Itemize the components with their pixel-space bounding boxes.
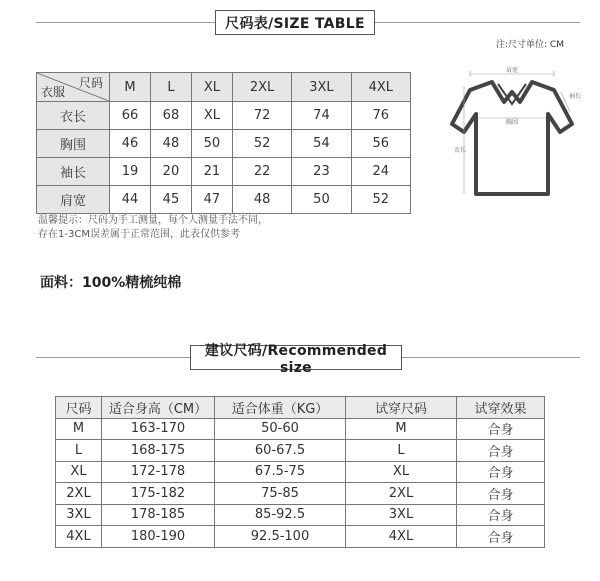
table-cell: 163-170 [102,418,215,440]
table-cell: 合身 [457,418,545,440]
table-cell: 47 [191,186,232,214]
size-table [36,72,411,214]
corner-cell [37,73,110,102]
table-cell: 合身 [457,483,545,505]
table-cell: 180-190 [102,526,215,548]
note-line-2: 存在1-3CM误差属于正常范围，此表仅供参考 [38,229,240,240]
corner-garment-label: 衣服 [41,85,66,99]
header-cell: 试穿尺码 [346,397,457,419]
table-cell: 19 [110,158,151,186]
table-cell: 合身 [457,526,545,548]
table-cell: 52 [351,186,410,214]
table-cell: 20 [150,158,191,186]
table-cell: 22 [232,158,291,186]
tshirt-outline-icon [452,82,572,194]
table-cell: 172-178 [102,461,215,483]
table-cell: 46 [110,130,151,158]
size-header-cell: 2XL [232,73,291,102]
recommended-title: 建议尺码/Recommended size [190,345,402,370]
table-cell: 54 [292,130,351,158]
header-cell: 尺码 [56,397,102,419]
recommended-header-row [56,397,545,419]
table-cell: 48 [150,130,191,158]
size-header-row [37,73,411,102]
measurement-note [38,214,268,242]
table-row [56,504,545,526]
table-cell: 67.5-75 [215,461,346,483]
corner-size-label: 尺码 [78,76,103,90]
table-cell: 75-85 [215,483,346,505]
table-cell: XL [191,102,232,130]
chest-label: 胸围 [506,119,519,126]
table-cell: 74 [292,102,351,130]
unit-note: 注:尺寸单位: CM [496,40,564,50]
table-row [37,186,411,214]
table-row [37,102,411,130]
table-cell: 21 [191,158,232,186]
table-row [56,418,545,440]
table-cell: XL [346,461,457,483]
table-cell: 合身 [457,504,545,526]
table-cell: 3XL [56,504,102,526]
table-cell: 56 [351,130,410,158]
table-cell: 23 [292,158,351,186]
table-row [56,440,545,462]
table-cell: 2XL [346,483,457,505]
fabric-info: 面料：100%精梳纯棉 [40,275,182,291]
table-cell: 168-175 [102,440,215,462]
table-cell: 72 [232,102,291,130]
sleeve-label: 袖长 [569,93,582,100]
length-label: 衣长 [454,147,467,154]
table-cell: 合身 [457,461,545,483]
table-cell: 66 [110,102,151,130]
table-cell: 45 [150,186,191,214]
table-row [37,130,411,158]
size-header-cell: XL [191,73,232,102]
size-header-cell: 3XL [292,73,351,102]
size-header-cell: M [110,73,151,102]
table-cell: 50-60 [215,418,346,440]
table-cell: 50 [191,130,232,158]
header-cell: 试穿效果 [457,397,545,419]
recommended-table [55,396,545,548]
table-cell: M [56,418,102,440]
table-cell: L [56,440,102,462]
tshirt-diagram [442,62,582,212]
table-row [56,483,545,505]
table-cell: 68 [150,102,191,130]
row-label: 衣长 [37,102,110,130]
table-cell: L [346,440,457,462]
note-line-1: 温馨提示：尺码为手工测量，每个人测量手法不同， [38,215,268,226]
table-row [37,158,411,186]
header-cell: 适合体重（KG） [215,397,346,419]
table-cell: 44 [110,186,151,214]
table-cell: 3XL [346,504,457,526]
table-cell: 175-182 [102,483,215,505]
table-cell: 76 [351,102,410,130]
table-cell: 50 [292,186,351,214]
table-cell: 4XL [346,526,457,548]
table-cell: 92.5-100 [215,526,346,548]
table-cell: 24 [351,158,410,186]
shoulder-label: 肩宽 [506,67,519,74]
header-cell: 适合身高（CM） [102,397,215,419]
table-cell: M [346,418,457,440]
table-cell: 48 [232,186,291,214]
table-cell: 合身 [457,440,545,462]
size-header-cell: L [150,73,191,102]
table-cell: XL [56,461,102,483]
size-header-cell: 4XL [351,73,410,102]
size-table-title: 尺码表/SIZE TABLE [215,10,375,35]
table-cell: 60-67.5 [215,440,346,462]
table-row [56,461,545,483]
table-cell: 85-92.5 [215,504,346,526]
row-label: 胸围 [37,130,110,158]
table-cell: 4XL [56,526,102,548]
table-cell: 2XL [56,483,102,505]
row-label: 袖长 [37,158,110,186]
table-cell: 178-185 [102,504,215,526]
table-row [56,526,545,548]
row-label: 肩宽 [37,186,110,214]
table-cell: 52 [232,130,291,158]
